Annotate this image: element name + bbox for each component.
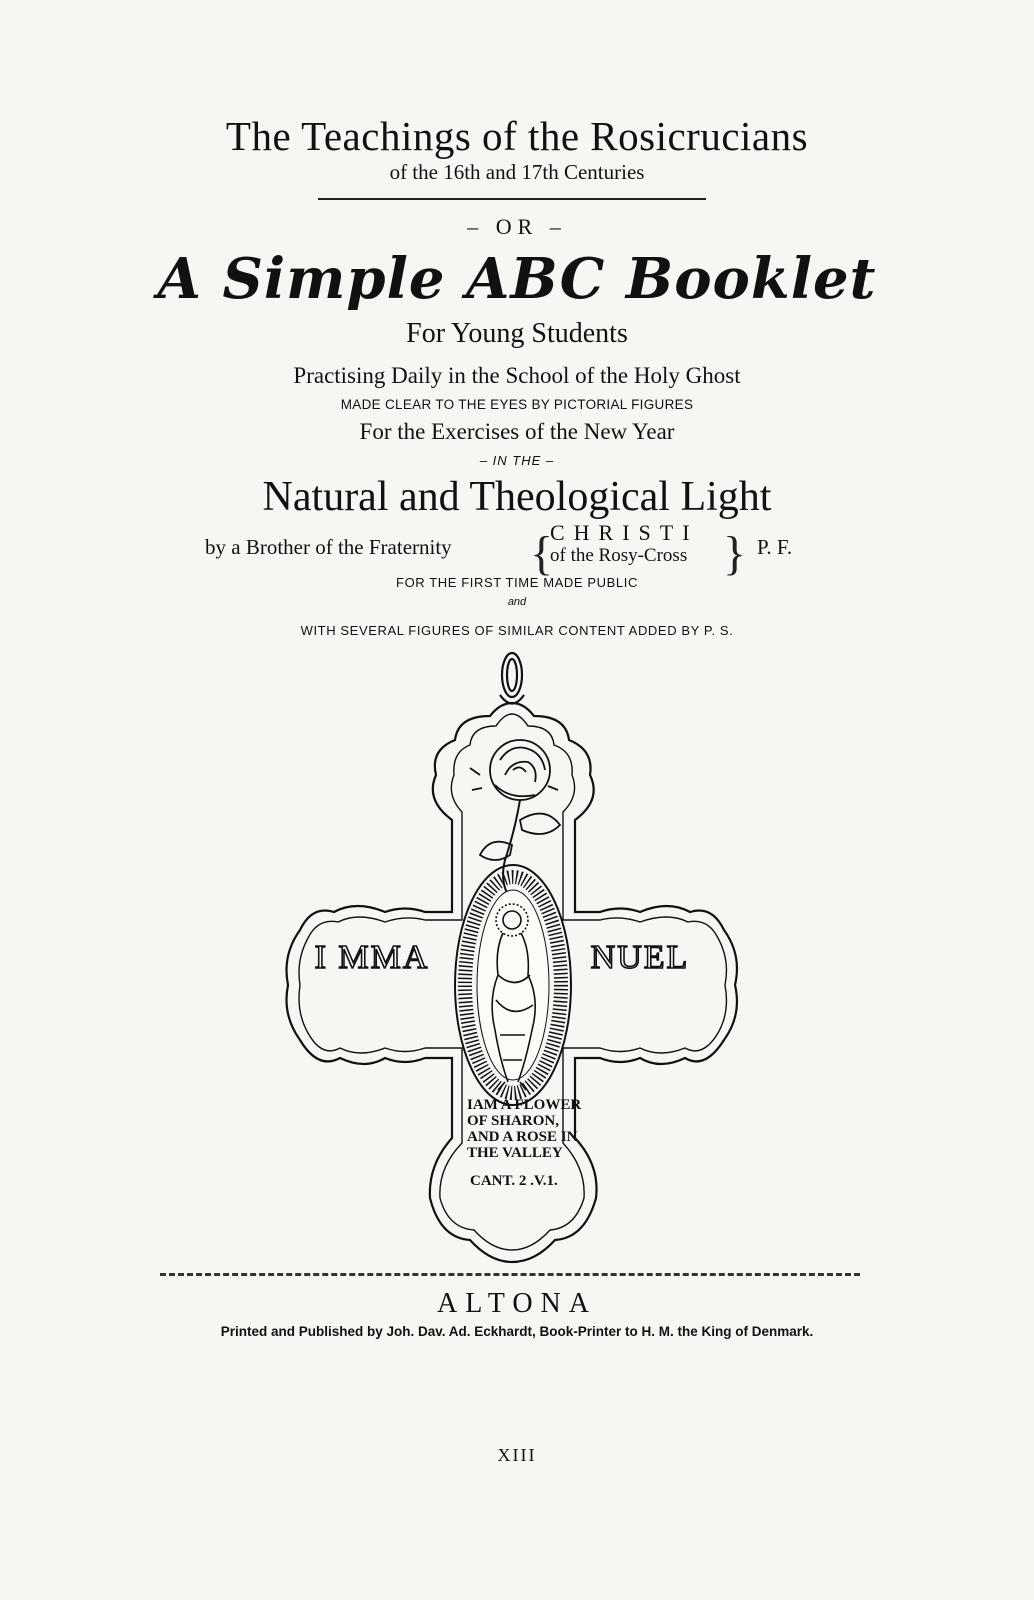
inscription-line: CANT. 2 .V.1. bbox=[470, 1173, 558, 1189]
printer-line: Printed and Published by Joh. Dav. Ad. Eckhardt, Book-Printer to H. M. the King of Denmark. bbox=[220, 1324, 814, 1339]
natural-light-heading: Natural and Theological Light bbox=[262, 474, 772, 520]
first-time-line: FOR THE FIRST TIME MADE PUBLIC bbox=[396, 575, 638, 590]
pf-initials: P. F. bbox=[757, 535, 793, 559]
city-name: ALTONA bbox=[436, 1288, 597, 1319]
exercises-line: For the Exercises of the New Year bbox=[359, 419, 675, 444]
left-brace: { bbox=[530, 527, 554, 580]
christi-text: CHRISTI bbox=[550, 520, 699, 545]
left-arm-text: I MMA bbox=[314, 939, 430, 976]
and-line: and bbox=[507, 596, 527, 608]
right-arm-text: NUEL bbox=[590, 939, 690, 976]
page-title: The Teachings of the Rosicrucians bbox=[225, 113, 809, 159]
inscription-line: IAM A FLOWER bbox=[467, 1097, 582, 1113]
mandorla-icon bbox=[455, 865, 571, 1105]
several-figures-line: WITH SEVERAL FIGURES OF SIMILAR CONTENT ADDED BY P. S. bbox=[300, 623, 734, 638]
inscription-line: THE VALLEY bbox=[467, 1145, 563, 1161]
rosy-cross-text: of the Rosy-Cross bbox=[550, 545, 688, 566]
footer-rule bbox=[160, 1273, 860, 1276]
main-title: A Simple ABC Booklet bbox=[157, 246, 877, 312]
for-students-line: For Young Students bbox=[406, 318, 628, 349]
page-subtitle: of the 16th and 17th Centuries bbox=[389, 160, 645, 184]
right-brace: } bbox=[723, 527, 747, 580]
inscription-line: OF SHARON, bbox=[467, 1113, 559, 1129]
or-separator: – OR – bbox=[467, 214, 567, 239]
made-clear-line: MADE CLEAR TO THE EYES BY PICTORIAL FIGURES bbox=[340, 397, 694, 412]
by-brother-text: by a Brother of the Fraternity bbox=[205, 535, 452, 559]
page-number: XIII bbox=[497, 1445, 537, 1465]
lower-inscription bbox=[467, 1097, 581, 1189]
inscription-line: AND A ROSE IN bbox=[467, 1129, 578, 1145]
in-the-separator: – IN THE – bbox=[479, 453, 555, 468]
rose-icon bbox=[470, 740, 560, 895]
practising-line: Practising Daily in the School of the Holy Ghost bbox=[293, 363, 741, 388]
